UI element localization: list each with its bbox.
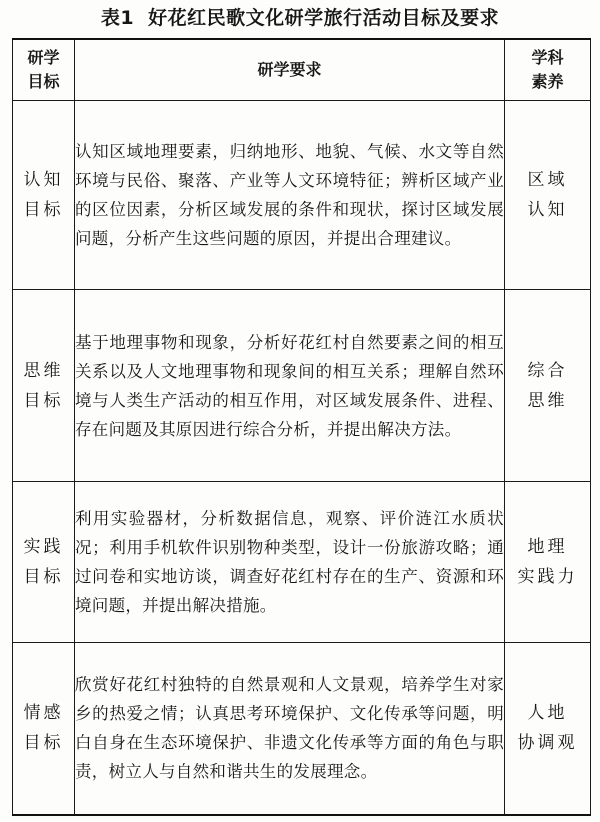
table-caption [0, 4, 600, 32]
table-header-row [13, 39, 591, 101]
research-goals-table [12, 38, 591, 816]
header-requirement: 研学要求 [75, 39, 505, 101]
literacy-cell [505, 101, 591, 290]
goal-cell [13, 482, 75, 643]
table-row-emotion [13, 642, 591, 815]
table-title: 好花红民歌文化研学旅行活动目标及要求 [148, 7, 500, 29]
goal-cell [13, 101, 75, 290]
header-literacy [505, 39, 591, 101]
requirement-cell: 基于地理事物和现象，分析好花红村自然要素之间的相互关系以及人文地理事物和现象间的相互关系；理解自然环境与人类生产活动的相互作用，对区域发展条件、进程、存在问题及其原因进行综合分析，并提出解决方法。 [75, 289, 505, 482]
table-row-thinking [13, 289, 591, 482]
goal-cell [13, 642, 75, 815]
goal-line-2: 目标 [23, 567, 64, 588]
goal-line-2: 目标 [23, 199, 64, 220]
literacy-line-1: 人地 [527, 703, 568, 724]
literacy-line-2: 协调观 [517, 733, 578, 754]
goal-line-1: 实践 [23, 537, 64, 558]
header-goal-line-2: 目标 [27, 72, 60, 92]
requirement-cell: 认知区域地理要素，归纳地形、地貌、气候、水文等自然环境与民俗、聚落、产业等人文环境特征；辨析区域产业的区位因素，分析区域发展的条件和现状，探讨区域发展问题，分析产生这些问题的原因，并提出合理建议。 [75, 101, 505, 290]
header-goal [13, 39, 75, 101]
table-row-cognitive [13, 101, 591, 290]
literacy-line-1: 区域 [527, 169, 568, 190]
literacy-line-1: 地理 [527, 537, 568, 558]
literacy-line-2: 思维 [527, 390, 568, 411]
goal-line-2: 目标 [23, 390, 64, 411]
header-literacy-line-2: 素养 [531, 72, 564, 92]
requirement-cell: 欣赏好花红村独特的自然景观和人文景观，培养学生对家乡的热爱之情；认真思考环境保护、文化传承等问题，明白自身在生态环境保护、非遗文化传承等方面的角色与职责，树立人与自然和谐共生的发展理念。 [75, 642, 505, 815]
table-number: 表1 [100, 7, 135, 29]
literacy-line-2: 认知 [527, 199, 568, 220]
goal-line-1: 思维 [23, 360, 64, 381]
goal-line-1: 认知 [23, 169, 64, 190]
literacy-cell [505, 482, 591, 643]
table-row-practice [13, 482, 591, 643]
goal-cell [13, 289, 75, 482]
literacy-line-2: 实践力 [517, 567, 578, 588]
goal-line-1: 情感 [23, 703, 64, 724]
literacy-line-1: 综合 [527, 360, 568, 381]
literacy-cell [505, 642, 591, 815]
header-goal-line-1: 研学 [27, 48, 60, 68]
header-literacy-line-1: 学科 [531, 48, 564, 68]
goal-line-2: 目标 [23, 733, 64, 754]
literacy-cell [505, 289, 591, 482]
requirement-cell: 利用实验器材，分析数据信息，观察、评价涟江水质状况；利用手机软件识别物种类型，设计一份旅游攻略；通过问卷和实地访谈，调查好花红村存在的生产、资源和环境问题，并提出解决措施。 [75, 482, 505, 643]
